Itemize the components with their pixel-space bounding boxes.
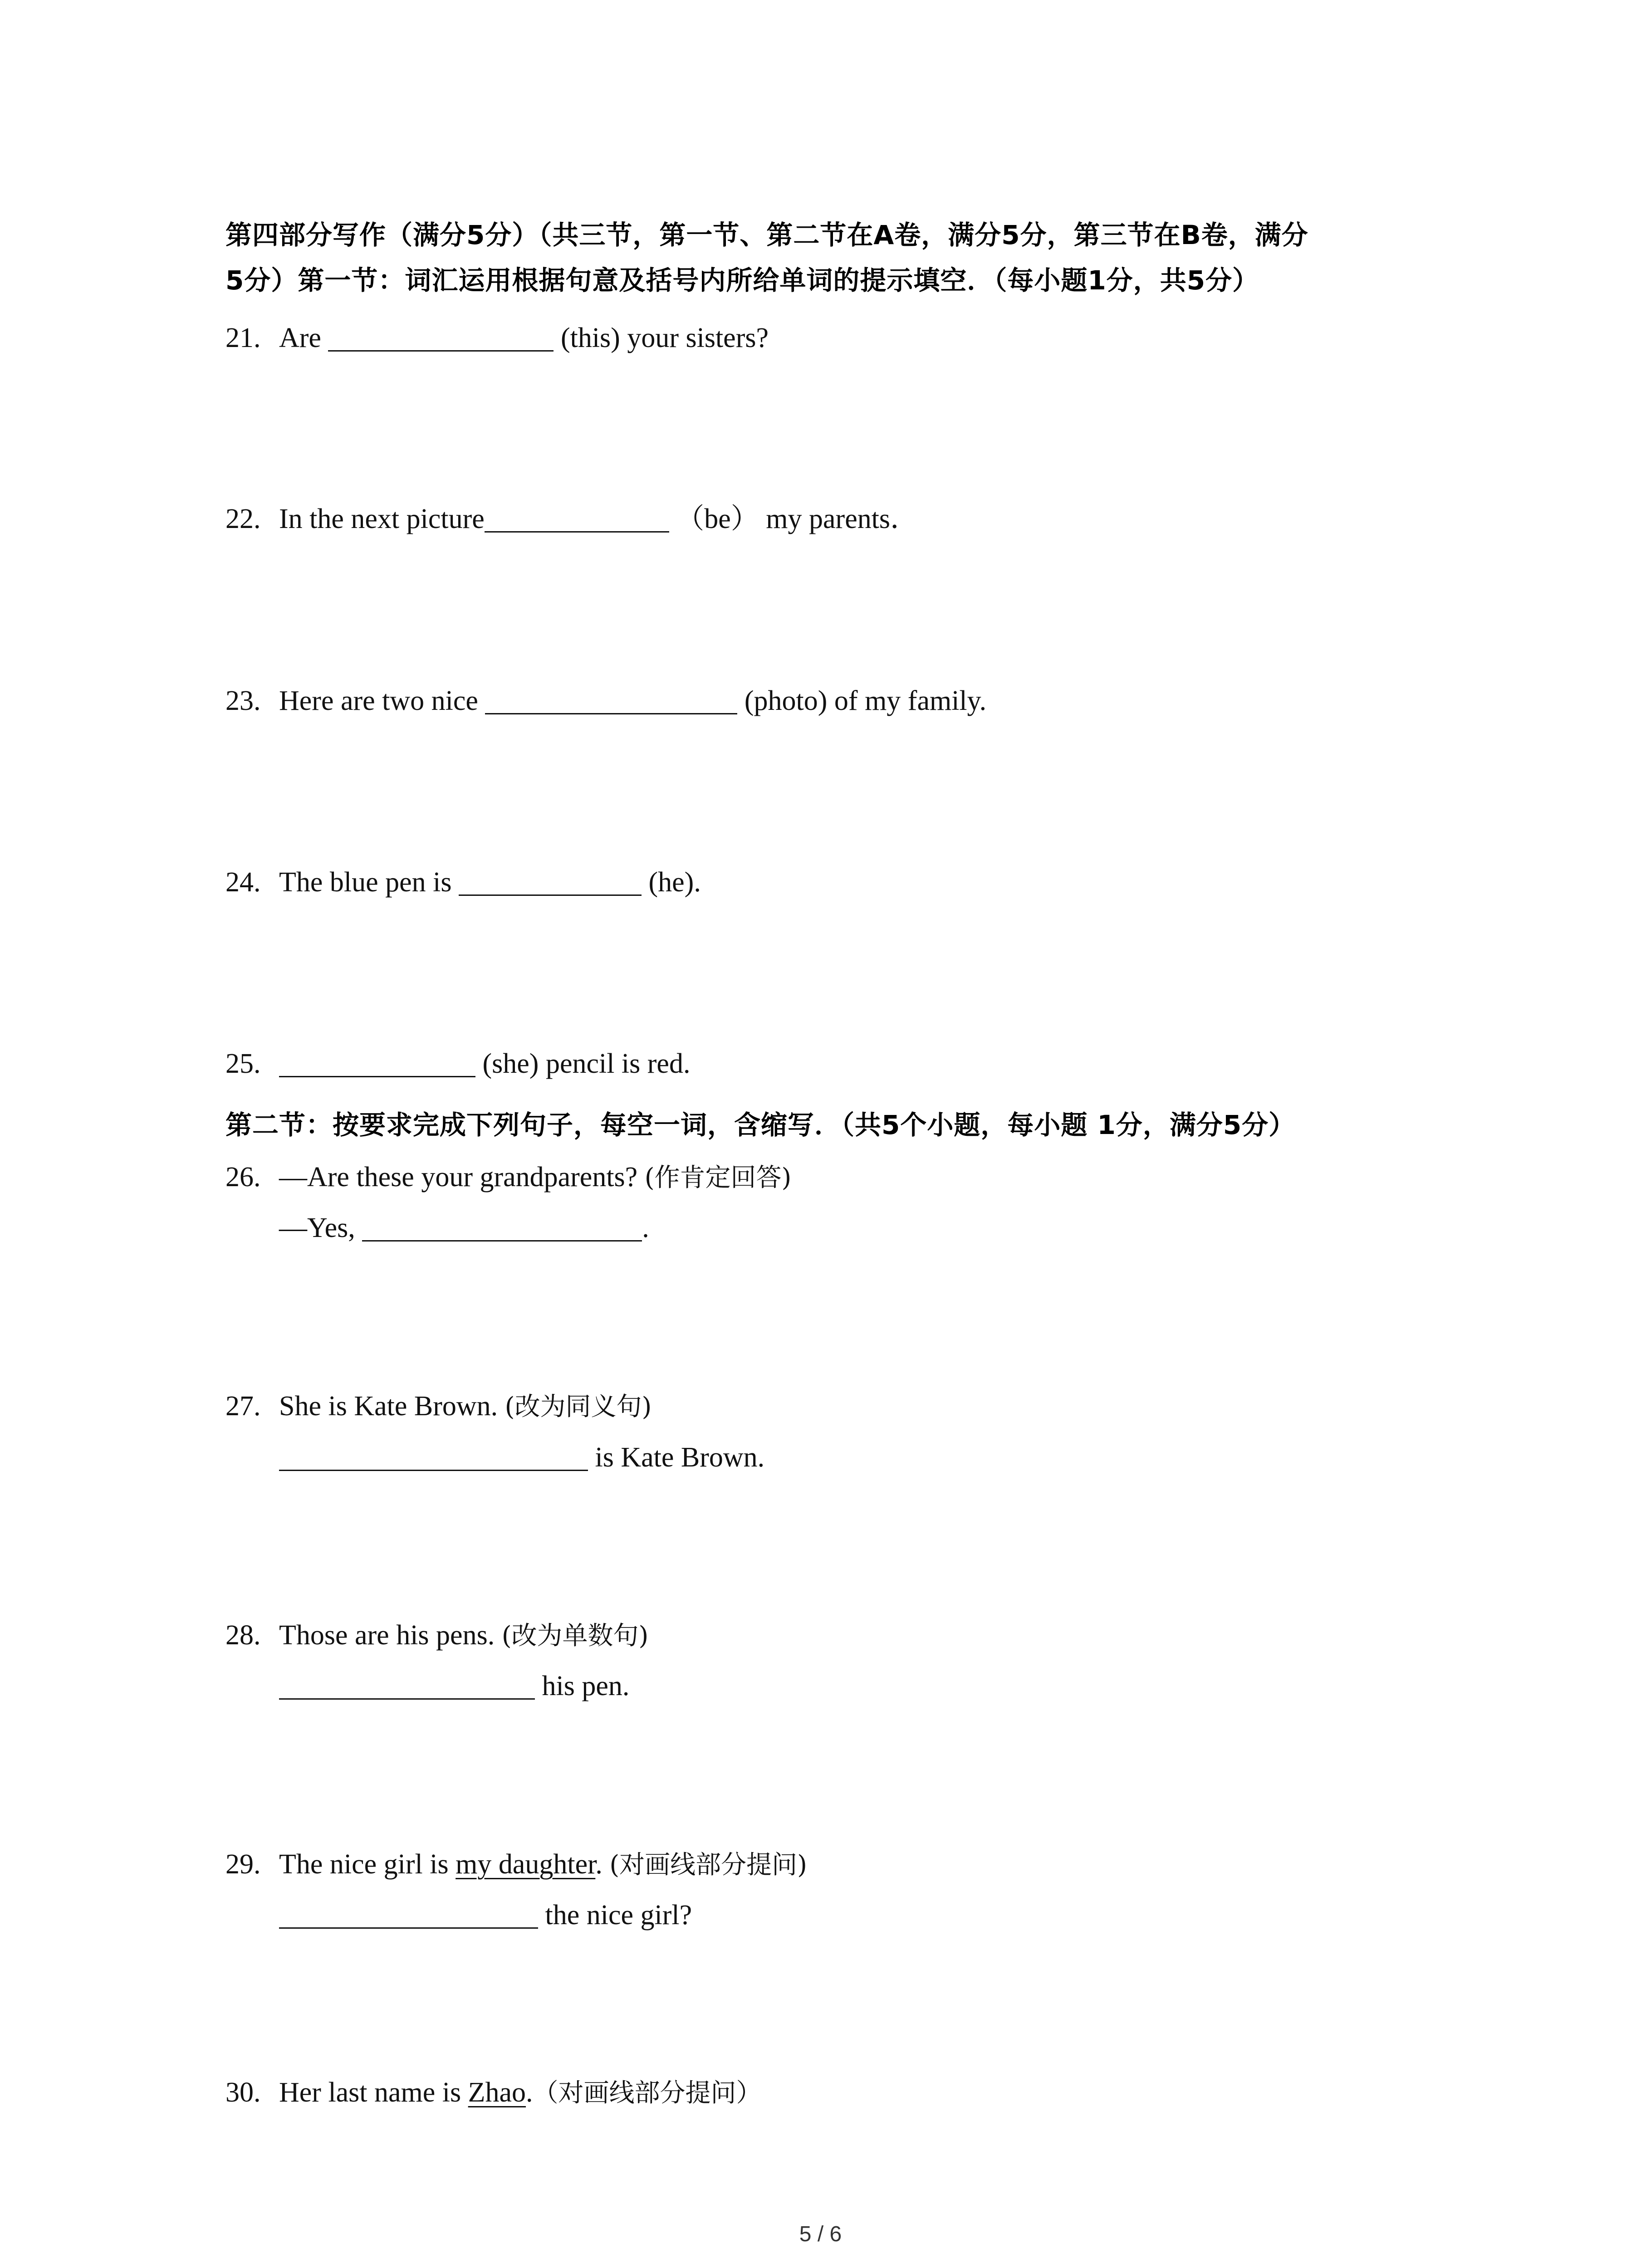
answer-blank[interactable]	[459, 866, 642, 896]
question-text-before: Her last name is	[279, 2077, 461, 2108]
question-number: 29.	[225, 1849, 261, 1880]
answer-blank[interactable]	[328, 322, 554, 352]
answer-blank[interactable]	[279, 1442, 588, 1471]
question-25	[225, 1046, 1460, 1082]
question-hint: （对画线部分提问）	[533, 2078, 762, 2108]
question-text-before: Are	[279, 323, 321, 353]
section4-heading-line1: 第四部分写作（满分5分）（共三节，第一节、第二节在A卷，满分5分，第三节在B卷，满分	[225, 220, 1308, 250]
question-text-after: (she) pencil is red.	[482, 1048, 691, 1079]
answer-suffix: the nice girl?	[545, 1900, 692, 1931]
underlined-text: Zhao	[468, 2077, 526, 2108]
question-text-after: （be） my parents．	[676, 503, 919, 534]
question-text-after: (he).	[648, 867, 701, 898]
answer-line-27	[279, 1439, 764, 1476]
question-hint: (对画线部分提问)	[609, 1850, 808, 1880]
part2-heading: 第二节：按要求完成下列句子，每空一词，含缩写．（共5个小题，每小题 1分，满分5分）	[225, 1110, 1296, 1140]
answer-blank[interactable]	[279, 1670, 535, 1700]
question-text-after: .	[595, 1849, 603, 1880]
question-30	[225, 2074, 1460, 2112]
question-number: 26.	[225, 1162, 261, 1193]
question-number: 27.	[225, 1391, 261, 1422]
question-text-before: The blue pen is	[279, 867, 452, 898]
question-hint: (改为单数句)	[501, 1621, 649, 1651]
answer-suffix: is Kate Brown.	[595, 1442, 765, 1473]
page-number: 5 / 6	[799, 2222, 842, 2246]
question-28	[225, 1617, 1460, 1654]
question-text-after: (this) your sisters?	[560, 323, 769, 353]
underlined-text: my daughter	[456, 1849, 596, 1880]
question-26	[225, 1159, 1460, 1196]
question-number: 30.	[225, 2077, 261, 2108]
question-number: 21.	[225, 323, 261, 353]
question-22	[225, 501, 1460, 537]
question-text-before: In the next picture	[279, 503, 485, 534]
answer-blank[interactable]	[279, 1899, 538, 1929]
answer-suffix: .	[642, 1212, 649, 1243]
answer-suffix: his pen.	[542, 1671, 630, 1701]
question-text: —Are these your grandparents?	[279, 1162, 638, 1193]
question-number: 22.	[225, 503, 261, 534]
question-number: 24.	[225, 867, 261, 898]
answer-line-28	[279, 1668, 629, 1704]
answer-prefix: —Yes,	[279, 1212, 355, 1243]
question-text-before: The nice girl is	[279, 1849, 449, 1880]
question-27	[225, 1388, 1460, 1425]
question-hint: (改为同义句)	[505, 1392, 652, 1422]
question-number: 23.	[225, 685, 261, 716]
question-24	[225, 864, 1460, 900]
answer-line-26	[279, 1210, 649, 1246]
question-text: She is Kate Brown.	[279, 1391, 498, 1422]
answer-blank[interactable]	[279, 1048, 475, 1077]
question-text-after: .	[526, 2077, 533, 2108]
question-21	[225, 320, 1460, 356]
section4-heading-line2: 5分）第一节：词汇运用根据句意及括号内所给单词的提示填空．（每小题1分，共5分）	[225, 265, 1259, 296]
question-number: 25.	[225, 1048, 261, 1079]
question-text-after: (photo) of my family.	[744, 685, 987, 716]
question-number: 28.	[225, 1620, 261, 1651]
question-29	[225, 1846, 1460, 1883]
answer-blank[interactable]	[485, 503, 669, 533]
question-hint: (作肯定回答)	[644, 1163, 792, 1193]
answer-line-29	[279, 1897, 692, 1933]
answer-blank[interactable]	[362, 1212, 642, 1242]
question-23	[225, 683, 1460, 719]
question-text: Those are his pens.	[279, 1620, 495, 1651]
answer-blank[interactable]	[485, 685, 737, 714]
question-text-before: Here are two nice	[279, 685, 478, 716]
